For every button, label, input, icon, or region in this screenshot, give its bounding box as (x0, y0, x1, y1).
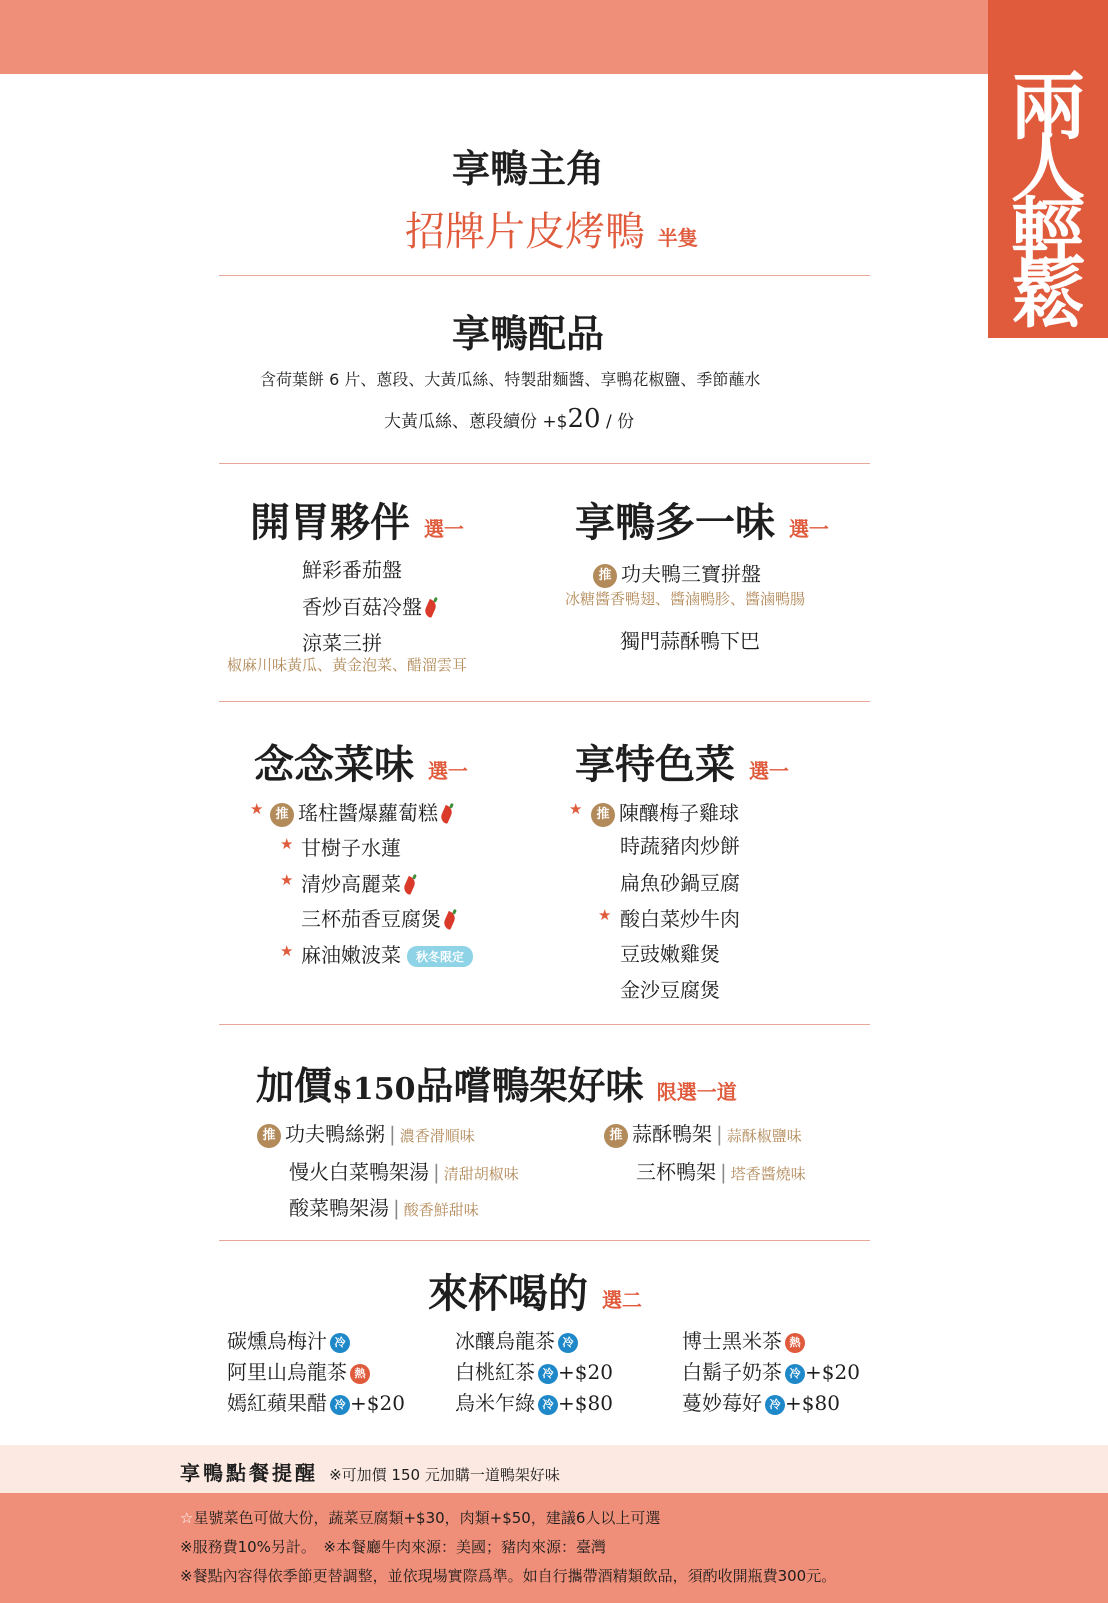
reminder-title-row (180, 1457, 560, 1486)
menu-item: 獨門蒜酥鴨下巴 (620, 629, 760, 653)
appetizer-title: 開胃夥伴 (250, 499, 410, 546)
menu-item (593, 558, 761, 588)
cold-icon: 冷 (558, 1333, 578, 1353)
drink-item (455, 1356, 613, 1385)
menu-item: 豆豉嫩雞煲 (620, 942, 720, 966)
menu-item (302, 591, 435, 620)
recommend-icon: 推 (604, 1124, 628, 1148)
reminder-note: ※可加價 150 元加購一道鴨架好味 (329, 1466, 560, 1484)
drink-item (682, 1356, 860, 1385)
menu-item: 三杯鴨架 | 塔香醬燒味 (636, 1160, 806, 1184)
side-tab-char: 輕 (1011, 190, 1085, 276)
bones-title-a: 加價 (256, 1063, 333, 1108)
drink-extra: +$20 (805, 1360, 860, 1384)
divider (219, 1240, 870, 1241)
appetizer-heading (250, 491, 464, 548)
item-label: 功夫鴨絲粥 (285, 1122, 385, 1146)
flavor-note: 濃香滑順味 (399, 1127, 475, 1145)
bones-price: $150 (332, 1072, 416, 1107)
menu-item: 推 功夫鴨絲粥 | 濃香滑順味 (257, 1118, 475, 1148)
cold-icon: 冷 (538, 1395, 558, 1415)
item-label: 慢火白菜鴨架湯 (289, 1160, 429, 1184)
drink-item (682, 1387, 840, 1416)
item-label: 香炒百菇冷盤 (302, 595, 422, 619)
menu-item: 金沙豆腐煲 (620, 978, 720, 1002)
cold-icon: 冷 (538, 1364, 558, 1384)
signature-dish: 招牌片皮烤鴨 (405, 209, 645, 255)
footer-line-text: 星號菜色可做大份，蔬菜豆腐類+$30，肉類+$50，建議6人以上可選 (193, 1509, 661, 1527)
special-title: 享特色菜 (575, 741, 735, 788)
menu-item: 甘樹子水蓮 (301, 836, 401, 860)
drink-name: 阿里山烏龍茶 (227, 1360, 347, 1384)
star-outline-icon: ☆ (180, 1509, 194, 1527)
drink-item (227, 1387, 405, 1416)
chili-icon (423, 599, 438, 618)
footer-line: ※餐點內容得依季節更替調整，並依現場實際爲準。如自行攜帶酒精類飲品，須酌收開瓶費300元。 (180, 1567, 837, 1585)
bones-title-b: 品嚐鴨架好味 (415, 1063, 644, 1108)
special-heading (575, 733, 789, 790)
divider (219, 701, 870, 702)
bones-tag: 限選一道 (656, 1080, 737, 1104)
drink-name: 白桃紅茶 (455, 1360, 535, 1384)
cold-icon: 冷 (785, 1364, 805, 1384)
duck-extra-title: 享鴨多一味 (575, 499, 775, 546)
drink-extra: +$80 (558, 1391, 613, 1415)
recommend-icon: 推 (270, 803, 294, 827)
top-band (0, 0, 1108, 74)
item-label: 三杯茄香豆腐煲 (301, 907, 441, 931)
refill-price: 20 (567, 404, 601, 434)
special-tag: 選一 (748, 759, 789, 783)
side-tab-char: 兩 (1011, 64, 1085, 150)
appetizer-tag: 選一 (423, 517, 464, 541)
refill-line (384, 404, 634, 434)
recommend-icon: 推 (593, 564, 617, 588)
recommend-icon: 推 (257, 1124, 281, 1148)
main-heading: 享鴨主角 (452, 146, 605, 191)
menu-item: 涼菜三拼 (302, 631, 382, 655)
menu-item: 扁魚砂鍋豆腐 (620, 871, 740, 895)
reminder-bar (0, 1445, 1108, 1493)
item-label: 麻油嫩波菜 (301, 943, 401, 967)
item-label: 陳釀梅子雞球 (619, 801, 739, 825)
drink-name: 白鬍子奶茶 (682, 1360, 782, 1384)
menu-item: 酸菜鴨架湯 | 酸香鮮甜味 (289, 1196, 479, 1220)
divider (219, 275, 870, 276)
drink-name: 碳燻烏梅汁 (227, 1329, 327, 1353)
divider (219, 1024, 870, 1025)
cold-icon: 冷 (765, 1395, 785, 1415)
cold-icon: 冷 (330, 1333, 350, 1353)
menu-item (301, 868, 414, 897)
refill-text: 大黃瓜絲、蔥段續份 +$ (384, 412, 568, 432)
menu-item (301, 939, 473, 968)
hot-icon: 熱 (785, 1333, 805, 1353)
drink-item (455, 1325, 578, 1354)
menu-item (301, 903, 454, 932)
side-tab (988, 0, 1108, 338)
footer-line: ※服務費10%另計。 ※本餐廳牛肉來源：美國；豬肉來源：臺灣 (180, 1538, 606, 1556)
veg-tag: 選一 (427, 759, 468, 783)
drink-item (455, 1387, 613, 1416)
item-label: 清炒高麗菜 (301, 872, 401, 896)
bones-heading (256, 1055, 737, 1110)
chili-icon (402, 876, 417, 895)
duck-extra-heading (575, 491, 829, 548)
veg-title: 念念菜味 (254, 741, 414, 788)
flavor-note: 塔香醬燒味 (730, 1165, 806, 1183)
divider (219, 463, 870, 464)
drink-name: 冰釀烏龍茶 (455, 1329, 555, 1353)
item-note: 椒麻川味黃瓜、黃金泡菜、醋溜雲耳 (227, 656, 468, 674)
item-label: 瑤柱醬爆蘿蔔糕 (298, 801, 438, 825)
drink-name: 博士黑米茶 (682, 1329, 782, 1353)
drinks-tag: 選二 (601, 1288, 642, 1312)
menu-item: 慢火白菜鴨架湯 | 清甜胡椒味 (289, 1160, 519, 1184)
drink-extra: +$20 (558, 1360, 613, 1384)
refill-unit: / 份 (600, 412, 635, 432)
menu-item: 推 蒜酥鴨架 | 蒜酥椒鹽味 (604, 1118, 802, 1148)
hot-icon: 熱 (350, 1364, 370, 1384)
star-icon: ★ (280, 942, 294, 960)
chili-icon (442, 911, 457, 930)
star-icon: ★ (250, 800, 264, 818)
sides-heading: 享鴨配品 (452, 311, 605, 356)
footer-notes (0, 1493, 1108, 1603)
item-label: 蒜酥鴨架 (632, 1122, 712, 1146)
star-icon: ★ (280, 835, 294, 853)
side-tab-char: 鬆 (1011, 252, 1085, 338)
drink-name: 嫣紅蘋果醋 (227, 1391, 327, 1415)
side-tab-char: 人 (1011, 126, 1085, 212)
item-label: 三杯鴨架 (636, 1160, 716, 1184)
flavor-note: 酸香鮮甜味 (403, 1201, 479, 1219)
drink-item (227, 1356, 370, 1385)
drink-item (227, 1325, 350, 1354)
menu-item (591, 797, 739, 827)
drink-name: 蔓妙莓好 (682, 1391, 762, 1415)
star-icon: ★ (598, 906, 612, 924)
recommend-icon: 推 (591, 803, 615, 827)
star-icon: ★ (280, 871, 294, 889)
limited-badge: 秋冬限定 (407, 946, 473, 967)
sides-line: 含荷葉餅 6 片、蔥段、大黃瓜絲、特製甜麵醬、享鴨花椒鹽、季節蘸水 (260, 370, 761, 389)
item-label: 酸菜鴨架湯 (289, 1196, 389, 1220)
menu-item: 鮮彩番茄盤 (302, 558, 402, 582)
menu-item: 時蔬豬肉炒餅 (620, 834, 740, 858)
drink-name: 烏米乍綠 (455, 1391, 535, 1415)
duck-extra-tag: 選一 (788, 517, 829, 541)
drinks-heading (428, 1262, 642, 1319)
cold-icon: 冷 (330, 1395, 350, 1415)
item-label: 功夫鴨三寶拼盤 (621, 562, 761, 586)
drink-extra: +$20 (350, 1391, 405, 1415)
drinks-title: 來杯喝的 (428, 1270, 588, 1317)
flavor-note: 清甜胡椒味 (443, 1165, 519, 1183)
menu-item (270, 797, 451, 827)
flavor-note: 蒜酥椒鹽味 (726, 1127, 802, 1145)
star-icon: ★ (569, 800, 583, 818)
drink-extra: +$80 (785, 1391, 840, 1415)
footer-line (180, 1507, 660, 1528)
veg-heading (254, 733, 468, 790)
reminder-title: 享鴨點餐提醒 (180, 1461, 318, 1485)
dish-tag: 半隻 (657, 226, 698, 250)
item-note: 冰糖醬香鴨翅、醬滷鴨胗、醬滷鴨腸 (565, 590, 806, 608)
chili-icon (439, 805, 454, 824)
menu-item: 酸白菜炒牛肉 (620, 907, 740, 931)
drink-item (682, 1325, 805, 1354)
